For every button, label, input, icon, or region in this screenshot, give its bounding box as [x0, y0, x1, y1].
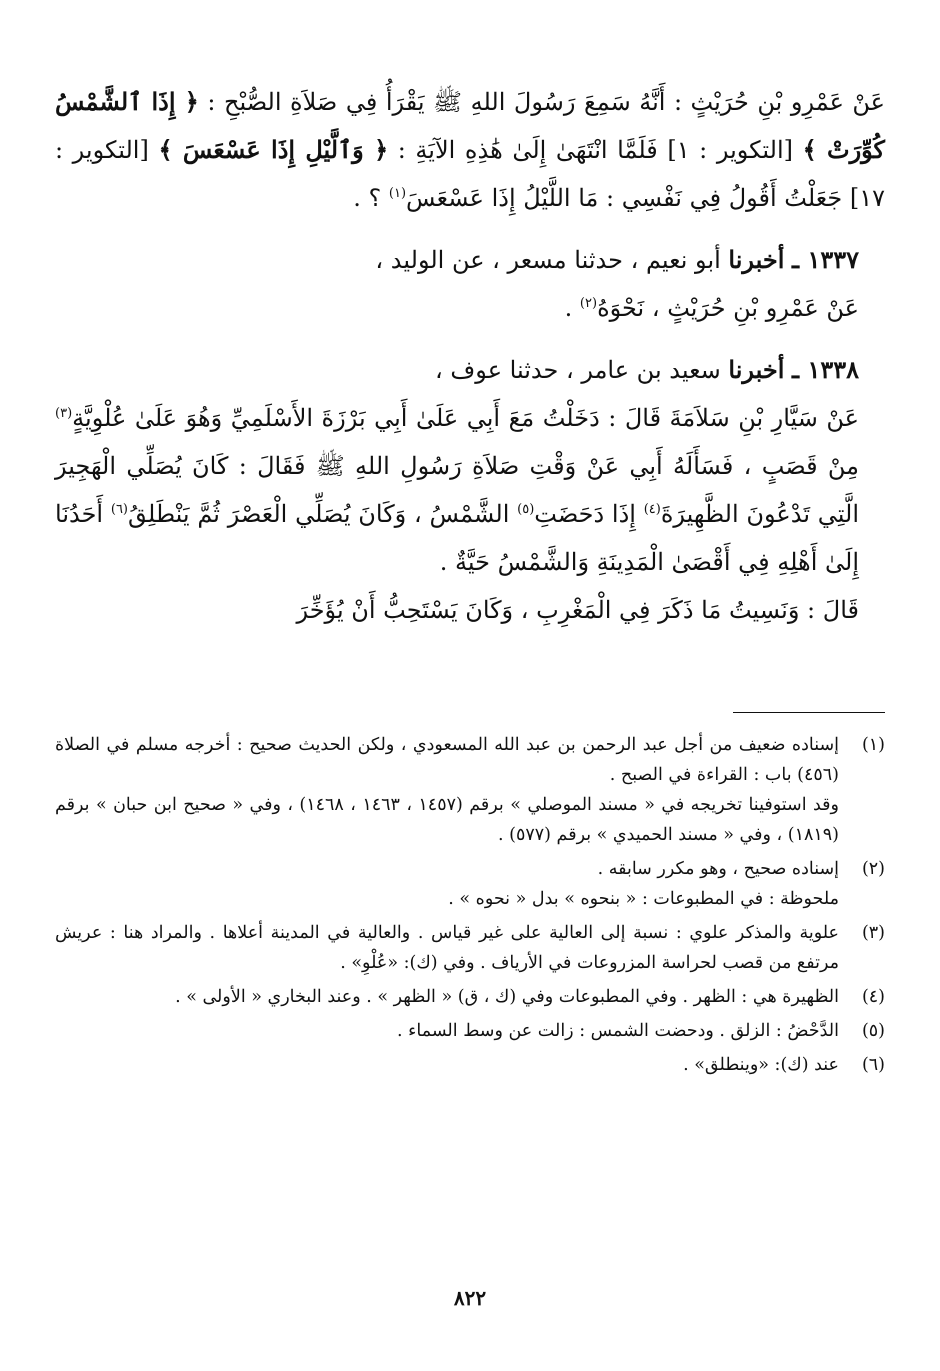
footnote-ref: (٤): [643, 502, 661, 517]
footnote-line: إسناده ضعيف من أجل عبد الرحمن بن عبد الله المسعودي ، ولكن الحديث صحيح : أخرجه مسلم في الصلاة (٤٥٦) باب : القراءة في الصبح .: [55, 735, 839, 785]
footnote-body: [55, 1016, 839, 1046]
matn-text: أَحَدُنَا إِلَىٰ أَهْلِهِ فِي أَقْصَىٰ الْمَدِينَةِ وَالشَّمْسُ حَيَّةٌ .: [55, 500, 859, 576]
footnote-line: الدَّحْضُ : الزلق . ودحضت الشمس : زالت عن وسط السماء .: [397, 1021, 839, 1041]
footnote-body: [55, 1050, 839, 1080]
footnote-ref: (٥): [517, 502, 535, 517]
footnote-2: [55, 854, 885, 914]
footnote-body: [55, 730, 839, 850]
footnote-6: [55, 1050, 885, 1080]
hadith-1338-continuation: [55, 586, 885, 634]
footnote-number: (٢): [861, 859, 885, 879]
quran-verse: ﴿ وَٱلَّيْلِ إِذَا عَسْعَسَ ﴾: [158, 135, 389, 164]
footnote-ref: (١): [388, 186, 407, 201]
footnote-number: (٤): [861, 987, 885, 1007]
footnote-line: عند (ك): «وينطلق» .: [683, 1055, 839, 1075]
footnote-ref: (٢): [579, 296, 598, 311]
quran-verse: ﴿ إِذَا ٱلشَّمْسُ كُوِّرَتْ ﴾: [55, 87, 885, 164]
akhbarana: أخبرنا: [728, 245, 785, 274]
footnote-number: (١): [861, 735, 885, 755]
footnote-line: إسناده صحيح ، وهو مكرر سابقه .: [597, 859, 839, 879]
matn-text: الشَّمْسُ ، وَكَانَ يُصَلِّي الْعَصْرَ ثُمَّ يَنْطَلِقُ: [128, 500, 518, 528]
matn-text: عَنْ عَمْرِو بْنِ حُرَيْثٍ : أَنَّهُ سَمِعَ رَسُولَ اللهِ ﷺ يَقْرَأُ فِي صَلاَةِ الصُّبْحِ :: [207, 88, 885, 116]
footnote-number: (٣): [861, 923, 885, 943]
hadith-1338-isnad: [55, 346, 885, 394]
footnote-4: [55, 982, 885, 1012]
footnote-line: الظهيرة هي : الظهر . وفي المطبوعات وفي (ك ، ق) « الظهر » . وعند البخاري « الأولى » .: [175, 987, 839, 1007]
footnote-body: [55, 982, 839, 1012]
isnad-text: أبو نعيم ، حدثنا مسعر ، عن الوليد ،: [375, 246, 729, 274]
hadith-number: ١٣٣٨ ـ: [792, 355, 859, 384]
matn-text: إِذَا دَحَضَتِ: [534, 500, 644, 528]
footnote-line: وقد استوفينا تخريجه في « مسند الموصلي » برقم (١٤٥٧ ، ١٤٦٣ ، ١٤٦٨) ، وفي « صحيح ابن حبان » برقم (١٨١٩) ، وفي « مسند الحميدي » برقم (٥٧٧) .: [55, 795, 839, 845]
footnote-number: (٦): [861, 1055, 885, 1075]
footnote-line: ملحوظة : في المطبوعات : « بنحوه » بدل « نحوه » .: [448, 889, 839, 909]
matn-text: .: [564, 294, 580, 322]
isnad-text: سعيد بن عامر ، حدثنا عوف ،: [435, 356, 729, 384]
footnote-1: [55, 730, 885, 850]
footnote-ref: (٣): [55, 406, 73, 421]
matn-text: ؟ .: [353, 184, 389, 212]
hadith-1338-matn: [55, 394, 885, 586]
matn-text: عَنْ عَمْرِو بْنِ حُرَيْثٍ ، نَحْوَهُ: [597, 294, 859, 322]
footnote-body: [55, 854, 839, 914]
book-page: [55, 78, 885, 1328]
footnotes: [55, 730, 885, 1084]
footnote-body: [55, 918, 839, 978]
matn-text: [التكوير : ١] فَلَمَّا انْتَهَىٰ إِلَىٰ هَٰذِهِ الآيَةِ :: [397, 136, 793, 164]
footnote-separator: [733, 712, 885, 713]
footnote-5: [55, 1016, 885, 1046]
footnote-line: علوية والمذكر علوي : نسبة إلى العالية على غير قياس . والعالية في المدينة أعلاها . والمراد هنا : عريش مرتفع من قصب لحراسة المزروعات في الأرياف . وفي (ك): «عُلْوِ» .: [55, 923, 839, 973]
page-number: ٨٢٢: [453, 1286, 487, 1310]
main-text: [55, 78, 885, 634]
matn-text: مِنْ قَصَبٍ ، فَسَأَلَهُ أَبِي عَنْ وَقْتِ صَلاَةِ رَسُولِ اللهِ ﷺ فَقَالَ : كَانَ يُصَلِّي الْهَجِيرَ الَّتِي تَدْعُونَ الظَّهِيرَةَ: [55, 452, 860, 528]
hadith-number: ١٣٣٧ ـ: [792, 245, 859, 274]
matn-text: عَنْ سَيَّارِ بْنِ سَلاَمَةَ قَالَ : دَخَلْتُ مَعَ أَبِي عَلَىٰ أَبِي بَرْزَةَ الأَسْلَمِيِّ وَهُوَ عَلَىٰ عُلْوِيَّةٍ: [72, 404, 859, 432]
hadith-1336-matn: [55, 78, 885, 222]
matn-text: قَالَ : وَنَسِيتُ مَا ذَكَرَ فِي الْمَغْرِبِ ، وَكَانَ يَسْتَحِبُّ أَنْ يُؤَخِّرَ: [296, 596, 859, 624]
footnote-ref: (٦): [110, 502, 128, 517]
footnote-3: [55, 918, 885, 978]
akhbarana: أخبرنا: [728, 355, 785, 384]
matn-text: [التكوير : ١٧] جَعَلْتُ أَقُولُ فِي نَفْسِي : مَا اللَّيْلُ إِذَا عَسْعَسَ: [55, 136, 885, 212]
hadith-1337-matn: [55, 284, 885, 332]
hadith-1337-isnad: [55, 236, 885, 284]
footnote-number: (٥): [861, 1021, 885, 1041]
